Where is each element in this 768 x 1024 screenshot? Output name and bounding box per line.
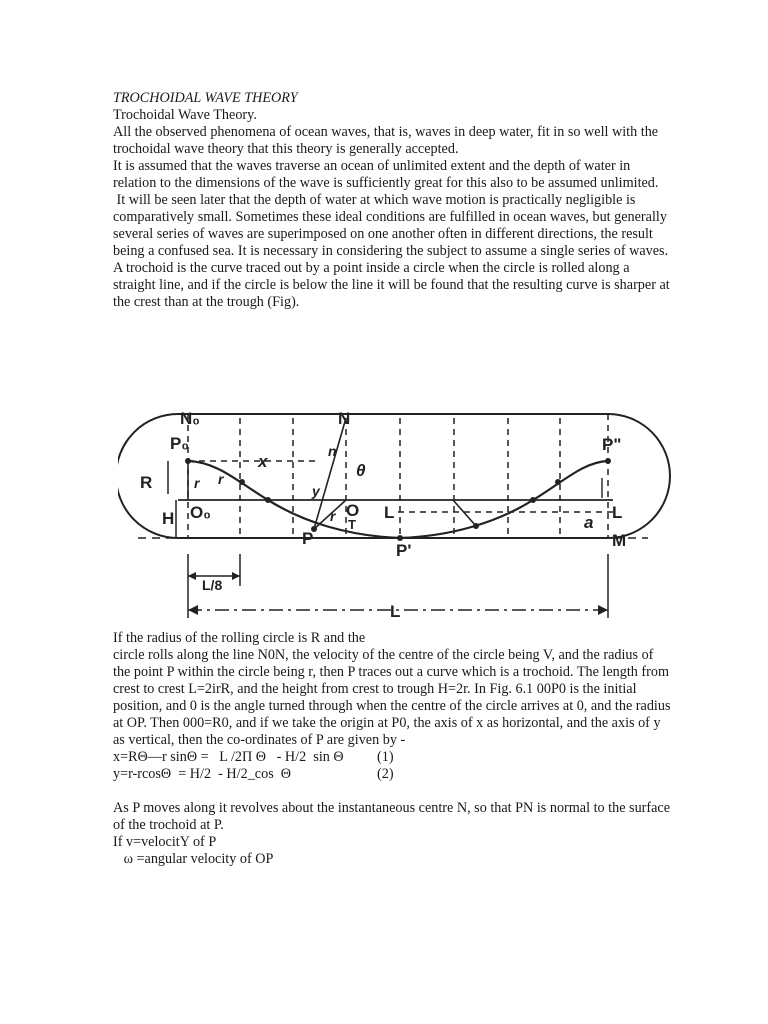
label-theta: θ bbox=[356, 461, 366, 480]
paragraph-2: It is assumed that the waves traverse an ocean of unlimited extent and the depth of water in relation to the dimensions of the wave is sufficiently great for this also to be assumed unlimited. bbox=[113, 158, 659, 191]
paragraph-4: A trochoid is the curve traced out by a point inside a circle when the circle is rolled along a straight line, and if the circle is below the line it will be found that the resulting curve is sharper at the crest than at the trough (Fig). bbox=[113, 260, 674, 310]
label-r-1: r bbox=[194, 475, 200, 491]
label-p-prime: P' bbox=[396, 541, 412, 560]
label-r-2: r bbox=[218, 471, 224, 487]
spacer bbox=[113, 783, 673, 800]
equation-2-body: y=r-rcosΘ = H/2 - H/2_cos Θ bbox=[113, 766, 292, 782]
slope-line bbox=[453, 500, 476, 526]
label-big-r: R bbox=[140, 473, 153, 492]
equation-1 bbox=[113, 749, 673, 766]
equation-2-number: (2) bbox=[377, 766, 394, 782]
document-page-top bbox=[113, 90, 673, 311]
label-l8: L/8 bbox=[202, 577, 223, 593]
label-r-3: r bbox=[330, 508, 336, 524]
paragraph-7: As P moves along it revolves about the instantaneous centre N, so that PN is normal to the surface of the trochoid at P. bbox=[113, 800, 674, 833]
label-o0: O₀ bbox=[190, 503, 211, 522]
label-p: P bbox=[302, 529, 314, 548]
label-n: N bbox=[338, 409, 351, 428]
label-l-mid: L bbox=[384, 503, 395, 522]
paragraph-1: All the observed phenomena of ocean waves, that is, waves in deep water, fit in so well with the trochoidal wave theory that this theory is generally accepted. bbox=[113, 124, 662, 157]
label-t: T bbox=[348, 517, 356, 532]
label-l-bottom: L bbox=[390, 602, 401, 621]
label-l-right: L bbox=[612, 503, 623, 522]
label-m: M bbox=[612, 531, 627, 550]
label-p-double-prime: P" bbox=[602, 435, 622, 454]
intro-heading: Trochoidal Wave Theory. bbox=[113, 107, 257, 123]
equation-1-body: x=RΘ—r sinΘ = L /2Π Θ - H/2 sin Θ bbox=[113, 749, 344, 765]
label-y: y bbox=[312, 483, 320, 499]
label-o: O bbox=[346, 501, 360, 520]
equation-2 bbox=[113, 766, 673, 783]
paragraph-5: If the radius of the rolling circle is R and the bbox=[113, 630, 366, 646]
label-h: H bbox=[162, 509, 175, 528]
equation-1-number: (1) bbox=[377, 749, 394, 765]
paragraph-9: ω =angular velocity of OP bbox=[113, 851, 274, 867]
label-x: x bbox=[258, 452, 268, 471]
label-a: a bbox=[584, 513, 594, 532]
label-n0: N₀ bbox=[180, 409, 200, 428]
trochoid-figure bbox=[118, 404, 678, 626]
document-page-bottom bbox=[113, 630, 673, 868]
label-n-small: n bbox=[328, 443, 337, 459]
trochoid-diagram bbox=[118, 404, 678, 626]
label-p0: P₀ bbox=[170, 434, 190, 453]
document-title: TROCHOIDAL WAVE THEORY bbox=[113, 90, 298, 106]
paragraph-6: circle rolls along the line N0N, the velocity of the centre of the circle being V, and the radius of the point P within the circle being r, then P traces out a curve which is a trochoid. The length from crest to crest L=2irR, and the height from crest to trough H=2r. In Fig. 6.1 00P0 is the initial position, and 0 is the angle turned through when the centre of the circle arrives at 0, and the radius at OP. Then 000=R0, and if we take the origin at P0, the axis of x as horizontal, and the axis of y as vertical, then the co-ordinates of P are given by - bbox=[113, 647, 675, 748]
paragraph-3: It will be seen later that the depth of water at which wave motion is practically negligible is comparatively small. Sometimes these ideal conditions are fulfilled in ocean waves, but generally several series of waves are superimposed on one another often in different directions, the result being a confused sea. It is necessary in considering the subject to assume a single series of waves. bbox=[113, 192, 671, 259]
paragraph-8: If v=velocitY of P bbox=[113, 834, 217, 850]
